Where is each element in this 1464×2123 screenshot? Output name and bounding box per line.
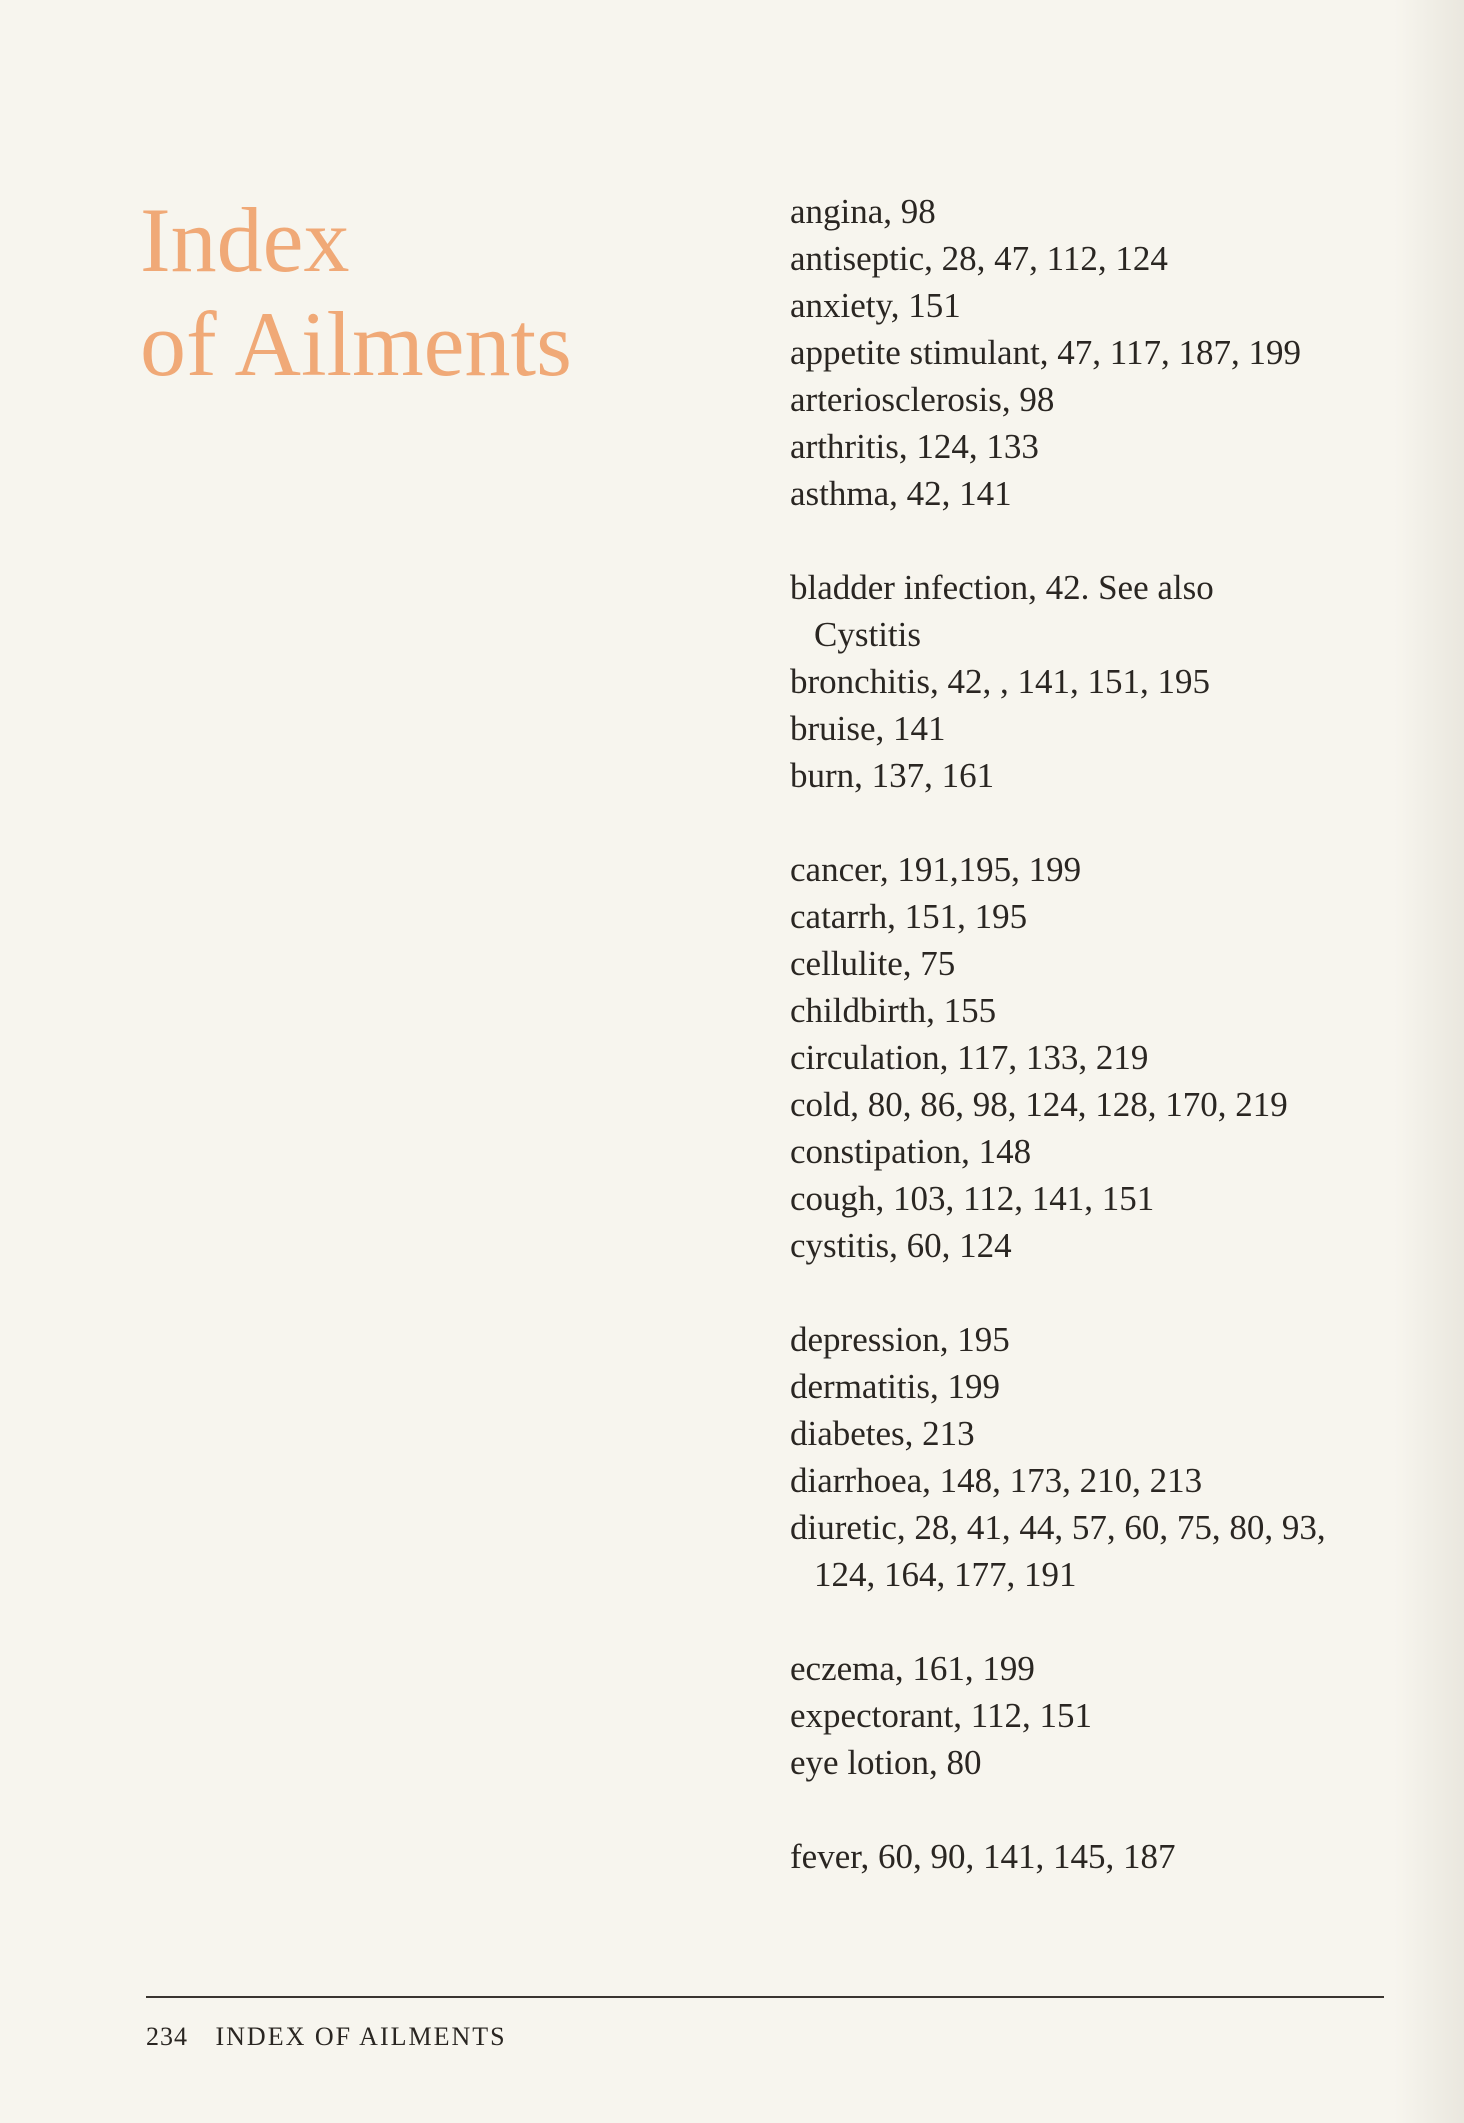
- index-entry: diabetes, 213: [790, 1414, 975, 1453]
- footer-rule: [146, 1996, 1384, 1998]
- index-entry: childbirth, 155: [790, 991, 997, 1030]
- index-group-b: [790, 564, 1410, 799]
- index-entry: bronchitis, 42, , 141, 151, 195: [790, 662, 1210, 701]
- index-group-a: [790, 188, 1410, 517]
- index-entry: expectorant, 112, 151: [790, 1696, 1092, 1735]
- page-footer: [146, 2022, 507, 2052]
- index-entry: cancer, 191,195, 199: [790, 850, 1082, 889]
- index-entry: bladder infection, 42. See also Cystitis: [790, 568, 1214, 654]
- index-entry: angina, 98: [790, 192, 936, 231]
- index-entry: asthma, 42, 141: [790, 474, 1012, 513]
- index-entry: bruise, 141: [790, 709, 946, 748]
- index-entry: cellulite, 75: [790, 944, 956, 983]
- index-entry: arteriosclerosis, 98: [790, 380, 1055, 419]
- index-entry: diarrhoea, 148, 173, 210, 213: [790, 1461, 1203, 1500]
- index-entry: circulation, 117, 133, 219: [790, 1038, 1149, 1077]
- index-list: [790, 188, 1410, 1927]
- index-entry: cough, 103, 112, 141, 151: [790, 1179, 1155, 1218]
- index-group-d: [790, 1316, 1410, 1598]
- index-group-e: [790, 1645, 1410, 1786]
- index-entry: burn, 137, 161: [790, 756, 995, 795]
- index-entry: appetite stimulant, 47, 117, 187, 199: [790, 333, 1302, 372]
- page-title-line-1: Index: [140, 189, 350, 291]
- index-entry: constipation, 148: [790, 1132, 1032, 1171]
- index-entry: antiseptic, 28, 47, 112, 124: [790, 239, 1168, 278]
- index-entry: arthritis, 124, 133: [790, 427, 1039, 466]
- index-entry: cold, 80, 86, 98, 124, 128, 170, 219: [790, 1085, 1288, 1124]
- index-entry: cystitis, 60, 124: [790, 1226, 1012, 1265]
- page-title-line-2: of Ailments: [140, 293, 572, 395]
- index-entry: anxiety, 151: [790, 286, 961, 325]
- index-group-f: [790, 1833, 1410, 1880]
- page-number: 234: [146, 2022, 188, 2051]
- index-entry: eye lotion, 80: [790, 1743, 982, 1782]
- index-entry: depression, 195: [790, 1320, 1010, 1359]
- index-entry: eczema, 161, 199: [790, 1649, 1035, 1688]
- running-head: INDEX OF AILMENTS: [215, 2022, 507, 2051]
- page-title: [140, 188, 572, 396]
- index-entry: diuretic, 28, 41, 44, 57, 60, 75, 80, 93, 124, 164, 177, 191: [790, 1508, 1326, 1594]
- index-group-c: [790, 846, 1410, 1269]
- index-entry: fever, 60, 90, 141, 145, 187: [790, 1837, 1176, 1876]
- index-entry: catarrh, 151, 195: [790, 897, 1028, 936]
- index-entry: dermatitis, 199: [790, 1367, 1000, 1406]
